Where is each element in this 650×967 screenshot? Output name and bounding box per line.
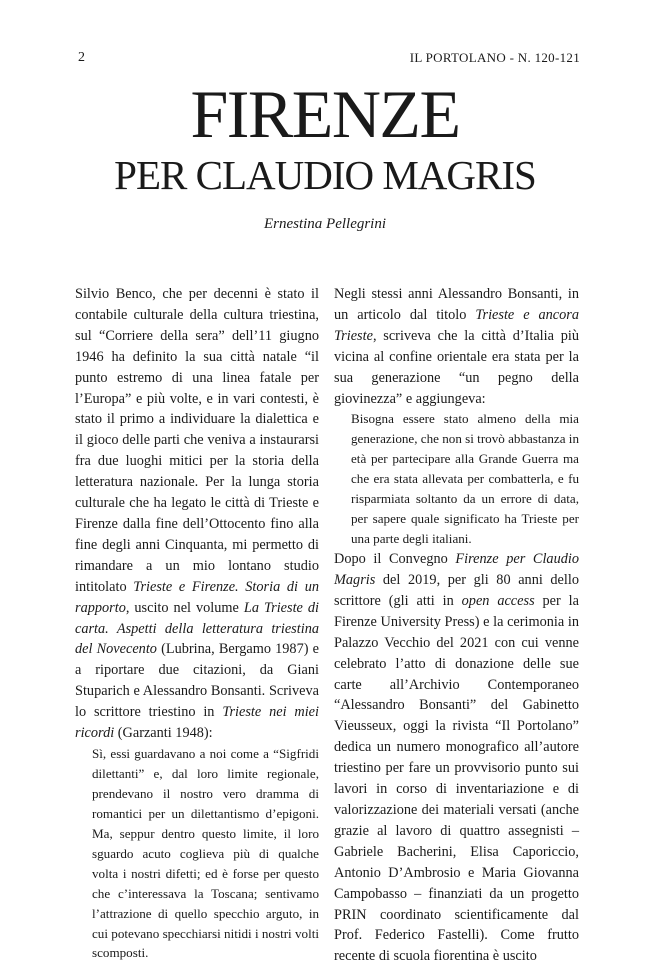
- italic-text: La Trieste di carta. Aspetti della letteratura triestina del Novecento: [75, 599, 319, 658]
- text-run: (Lubrina, Bergamo 1987) e a riportare due citazioni, da Giani Stuparich e Alessandro Bonsanti. Scriveva lo scrittore triestino in: [75, 641, 319, 721]
- text-run: Negli stessi anni Alessandro Bonsanti, in un articolo dal titolo: [334, 286, 579, 323]
- right-paragraph-1: [334, 284, 579, 409]
- article-author: Ernestina Pellegrini: [263, 216, 387, 232]
- right-paragraph-2: [334, 549, 579, 967]
- text-run: per la Firenze University Press) e la cerimonia in Palazzo Vecchio del 2021 con cui venne celebrato l’atto di donazione delle sue carte all’Archivio Contemporaneo “Alessandro Bonsanti” del Gabinetto Vieusseux, oggi la rivista “Il Portolano” dedica un numero monografico all’autore triestino per fare un provvisorio punto sui lavori in corso di inventariazione e di valorizzazione dei materiali versati (anche grazie al lavoro di quattro assegnisti – Gabriele Bacherini, Elisa Caporiccio, Antonio D’Ambrosio e Maria Giovanna Campobasso – finanziati da un progetto PRIN coordinato scientificamente dal Prof. Federico Fastelli). Come frutto recente di scuola fiorentina è uscito: [334, 592, 579, 965]
- italic-text: Trieste nei miei ricordi: [75, 704, 319, 742]
- left-paragraph-1: [75, 284, 319, 744]
- text-run: , scriveva che la città d’Italia più vicina al confine orientale era stata per la sua generazione “un pegno della giovinezza” e aggiungeva:: [334, 327, 579, 407]
- running-header: [78, 50, 580, 70]
- article-subtitle: PER CLAUDIO MAGRIS: [114, 152, 536, 198]
- left-column: [75, 284, 319, 963]
- journal-title: IL PORTOLANO - N. 120-121: [409, 50, 580, 65]
- text-run: , uscito nel volume: [125, 599, 244, 616]
- text-run: Silvio Benco, che per decenni è stato il contabile culturale della cultura triestina, sul “Corriere della sera” dell’11 giugno 1946 ha definito la sua città natale “il punto estremo di una linea fatale per l’Europa” e più volte, e in vari contesti, è stato il primo a individuare la dialettica e il gioco delle parti che veniva a instaurarsi fra due luoghi mitici per la storia della letteratura nazionale. Per la lunga storia culturale che ha legato le città di Trieste e Firenze dalla fine dell’Ottocento fino alla fine degli anni Cinquanta, mi permetto di rimandare a un mio lontano studio intitolato: [75, 286, 319, 595]
- page-number: 2: [78, 50, 85, 65]
- italic-text: Trieste e Firenze. Storia di un rapporto: [75, 578, 319, 616]
- article-title: FIRENZE: [190, 76, 460, 152]
- italic-text: Firenze per Claudio Magris: [334, 551, 579, 589]
- text-run: del 2019, per gli 80 anni dello scrittore (gli atti in: [334, 572, 579, 609]
- left-block-quote: Sì, essi guardavano a noi come a “Sigfridi dilettanti” e, dal loro limite regionale, prendevano il nostro vero dramma di romantici per un dilettantismo d’epigoni. Ma, seppur dentro questo limite, il loro sguardo acuto coglieva più di qualche volta i nostri difetti; ed è forse per questo che c’interessava la Toscana; sentivamo l’attrazione di quello specchio arguto, in cui potevano specchiarsi nitidi i nostri volti scomposti.: [92, 745, 319, 961]
- text-run: Dopo il Convegno: [334, 551, 456, 568]
- italic-text: Trieste e ancora Trieste: [334, 306, 579, 344]
- right-column: [334, 284, 579, 967]
- right-block-quote: Bisogna essere stato almeno della mia generazione, che non si trovò abbastanza in età per partecipare alla Grande Guerra ma che era stata allevata per combatterla, e fu risparmiata soltanto da un errore di data, per sapere quale significato ha Trieste per una parte degli italiani.: [351, 411, 579, 547]
- text-run: (Garzanti 1948):: [114, 725, 213, 742]
- italic-text: open access: [461, 592, 535, 609]
